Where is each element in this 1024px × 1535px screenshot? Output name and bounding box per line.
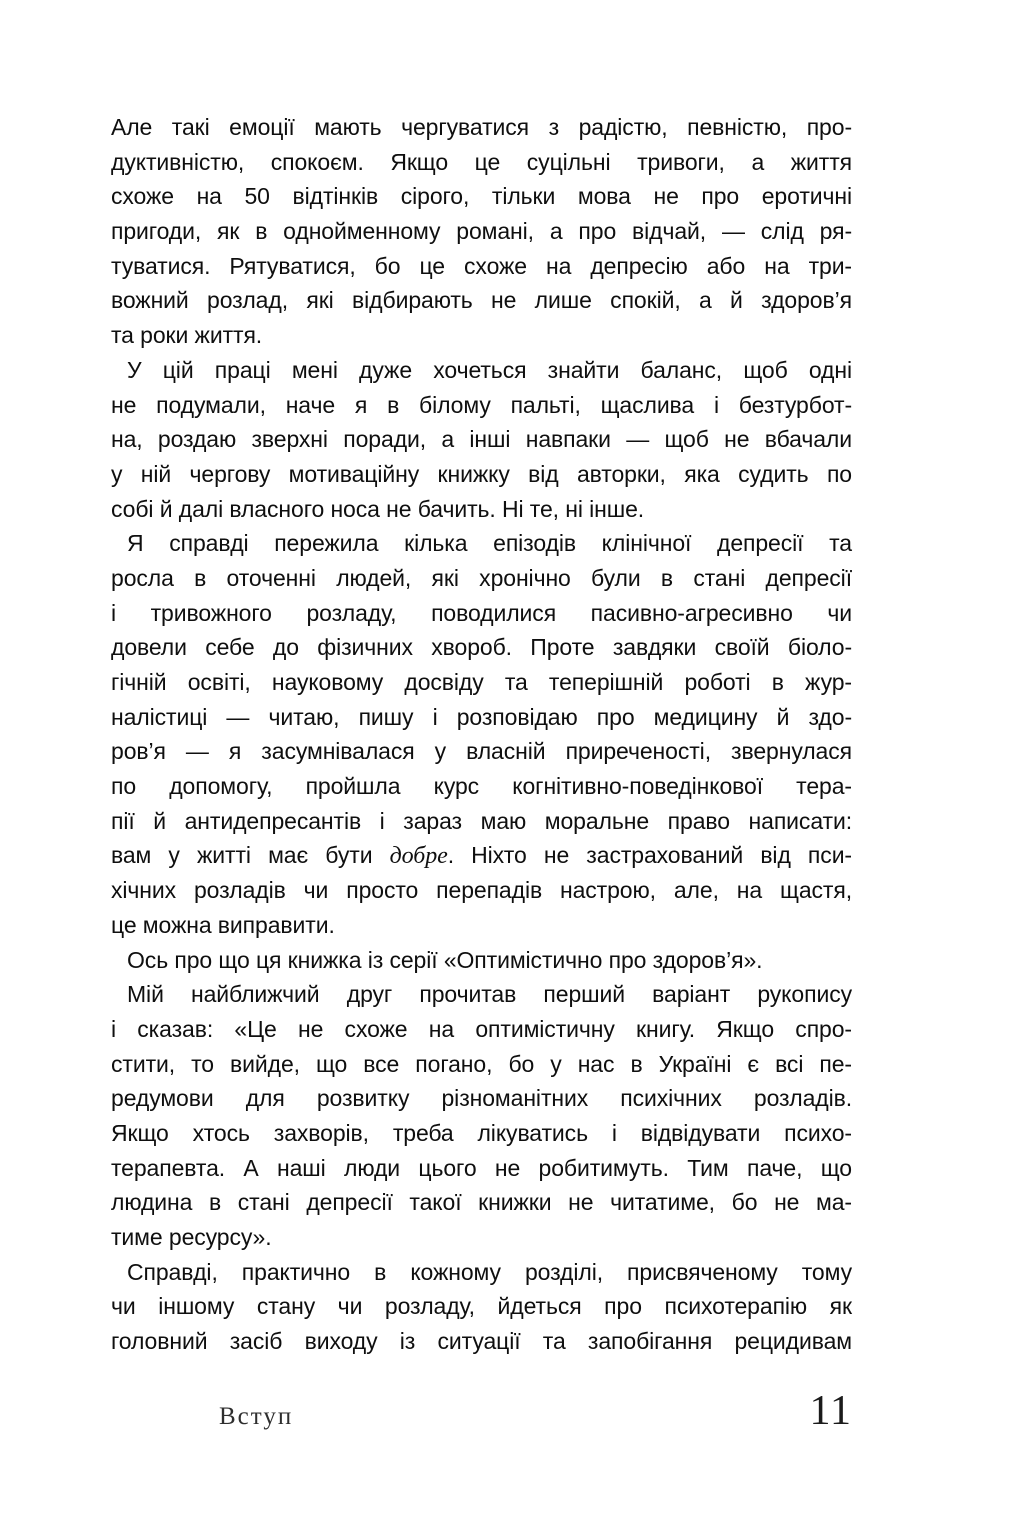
text-line: собі й далі власного носа не бачить. Ні те, ні інше. <box>111 495 645 522</box>
text-line: і сказав: «Це не схоже на оптимістичну книгу. Якщо спро- <box>111 1015 852 1042</box>
text-line: чи іншому стану чи розладу, йдеться про психотерапію як <box>111 1293 852 1320</box>
text-line: головний засіб виходу із ситуації та запобігання рецидивам <box>111 1328 852 1355</box>
text-line: Ось про що ця книжка із серії «Оптимістично про здоров’я». <box>127 946 763 973</box>
text-line: та роки життя. <box>111 322 263 349</box>
text-line: дуктивністю, спокоєм. Якщо це суцільні тривоги, а життя <box>111 148 852 175</box>
text-line: У цій праці мені дуже хочеться знайти баланс, щоб одні <box>127 356 852 383</box>
text-line: у ній чергову мотиваційну книжку від авторки, яка судить по <box>111 460 852 487</box>
text-line: пії й антидепресантів і зараз маю моральне право написати: <box>111 807 852 834</box>
text-line: росла в оточенні людей, які хронічно були в стані депресії <box>111 564 852 591</box>
text-line: туватися. Рятуватися, бо це схоже на депресію або на три- <box>111 252 852 279</box>
page-number: 11 <box>809 1388 852 1434</box>
paragraph <box>111 977 852 1255</box>
text-line: на, роздаю зверхні поради, а інші навпаки — щоб не вбачали <box>111 426 852 453</box>
italic-word: добре <box>389 843 448 870</box>
text-line: Але такі емоції мають чергуватися з радістю, певністю, про- <box>111 114 852 140</box>
text-line: вожний розлад, які відбирають не лише спокій, а й здоров’я <box>111 287 852 314</box>
text-line <box>111 838 852 873</box>
text-line: це можна виправити. <box>111 911 335 938</box>
text-line: людина в стані депресії такої книжки не читатиме, бо не ма- <box>111 1189 852 1216</box>
text-line: гічній освіті, науковому досвіду та теперішній роботі в жур- <box>111 669 852 695</box>
paragraph <box>111 1255 852 1359</box>
text-segment: вам у житті має бути <box>111 842 390 869</box>
page-footer <box>111 1390 852 1432</box>
text-line: довели себе до фізичних хвороб. Проте завдяки своїй біоло- <box>111 634 852 661</box>
text-segment: . Ніхто не застрахований від пси- <box>447 842 852 869</box>
footer-section-title: Вступ <box>219 1403 294 1430</box>
paragraph <box>111 353 852 526</box>
text-line: пригоди, як в однойменному романі, а про відчай, — слід ря- <box>111 218 852 245</box>
paragraph <box>111 110 852 353</box>
text-line: налістиці — читаю, пишу і розповідаю про медицину й здо- <box>111 703 852 730</box>
paragraph <box>111 526 852 942</box>
text-line: стити, то вийде, що все погано, бо у нас в Україні є всі пе- <box>111 1050 852 1077</box>
text-line: не подумали, наче я в білому пальті, щаслива і безтурбот- <box>111 391 852 418</box>
text-line: Якщо хтось захворів, треба лікуватись і відвідувати психо- <box>111 1119 852 1146</box>
text-line: і тривожного розладу, поводилися пасивно-агресивно чи <box>111 599 852 626</box>
text-line: Мій найближчий друг прочитав перший варіант рукопису <box>127 981 852 1008</box>
text-line: схоже на 50 відтінків сірого, тільки мова не про еротичні <box>111 183 852 210</box>
body-text <box>111 110 852 1359</box>
text-line: ров’я — я засумнівалася у власній приреченості, звернулася <box>111 738 852 765</box>
text-line: Справді, практично в кожному розділі, присвяченому тому <box>127 1258 852 1285</box>
text-line: терапевта. А наші люди цього не робитимуть. Тим паче, що <box>111 1154 852 1181</box>
text-line: Я справді пережила кілька епізодів клінічної депресії та <box>127 530 852 557</box>
text-line: редумови для розвитку різноманітних психічних розладів. <box>111 1085 852 1112</box>
text-line: тиме ресурсу». <box>111 1224 272 1250</box>
text-line: по допомогу, пройшла курс когнітивно-поведінкової тера- <box>111 773 852 800</box>
text-line: хічних розладів чи просто перепадів настрою, але, на щастя, <box>111 877 852 904</box>
paragraph <box>111 943 852 978</box>
